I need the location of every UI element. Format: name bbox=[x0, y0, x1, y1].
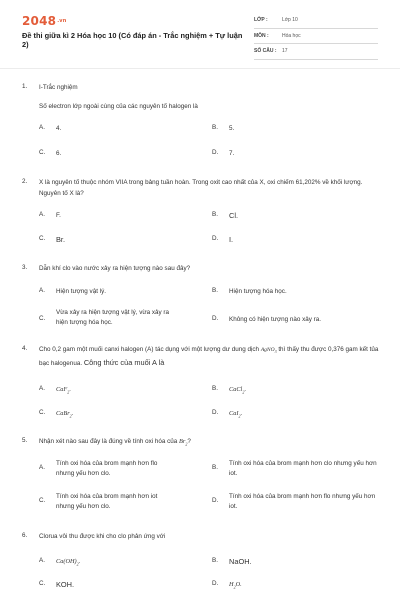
question-text: Clorua vôi thu được khi cho clo phản ứng với bbox=[39, 533, 166, 540]
meta-subject bbox=[254, 30, 378, 45]
question-section: I-Trắc nghiệm bbox=[39, 84, 78, 91]
question-5: 5. Nhận xét nào sau đây là đúng về tính oxi hóa của $Br_2$? A. Tính oxi hóa của brom mạnh hơn flo nhưng yếu hơn clo. B. Tính oxi hóa của brom mạnh hơn clo nhưng yếu hơn iot. C. Tính oxi hóa của brom mạnh hơn iot nhưng yếu hơn clo. D. Tính oxi hóa của brom mạnh hơn flo nhưng yếu hơn iot. bbox=[22, 437, 382, 521]
question-number: 3. bbox=[22, 264, 28, 271]
meta-count bbox=[254, 45, 378, 60]
question-text: Nhận xét nào sau đây là đúng về tính oxi hóa của $Br_2$? bbox=[39, 438, 191, 447]
question-text: X là nguyên tố thuộc nhóm VIIA trong bảng tuần hoàn. Trong oxit cao nhất của X, oxi chiếm 61,202% về khối lượng. Nguyên tố X là? bbox=[39, 179, 363, 197]
question-3: 3. Dẫn khí clo vào nước xảy ra hiện tượng nào sau đây? A. Hiện tượng vật lý. B. Hiện tượng hóa học. C. Vừa xảy ra hiện tượng vật lý, vừa xảy ra hiện tượng hóa học. D. Không có hiện tượng nào xảy ra. bbox=[22, 264, 382, 334]
question-text: Số electron lớp ngoài cùng của các nguyên tố halogen là bbox=[39, 103, 198, 110]
question-2: 2. X là nguyên tố thuộc nhóm VIIA trong bảng tuần hoàn. Trong oxit cao nhất của X, oxi chiếm 61,202% về khối lượng. Nguyên tố X là? A. F. B. Cl. C. Br. D. I. bbox=[22, 178, 382, 254]
question-number: 4. bbox=[22, 345, 28, 352]
question-number: 6. bbox=[22, 532, 28, 539]
question-4: 4. Cho 0,2 gam một muối canxi halogen (A) tác dụng với một lượng dư dung dịch AgNO$_3$ thì thấy thu được 0,376 gam kết tủa bạc halogenua. Công thức của muối A là A. CaF$_2$. B. CaCl$_2$. C. CaBr$_2$. D. CaI$_2$. bbox=[22, 345, 379, 419]
question-number: 1. bbox=[22, 83, 28, 90]
meta-value: Lớp 10 bbox=[282, 17, 298, 23]
page-header bbox=[0, 0, 400, 66]
question-number: 5. bbox=[22, 437, 28, 444]
formula-br2: $Br_2$ bbox=[179, 438, 188, 447]
site-logo[interactable]: $2048^{.vn}$ bbox=[22, 14, 67, 28]
exam-title: Đề thi giữa kì 2 Hóa học 10 (Có đáp án - Trắc nghiệm + Tự luận 2) bbox=[22, 31, 243, 50]
meta-label: SỐ CÂU : bbox=[254, 48, 277, 54]
meta-value: 17 bbox=[282, 48, 288, 54]
meta-label: LỚP : bbox=[254, 17, 268, 23]
question-1: 1. I-Trắc nghiệm Số electron lớp ngoài cùng của các nguyên tố halogen là A. 4. B. 5. C. 6. D. 7. bbox=[22, 83, 382, 163]
question-6: 6. Clorua vôi thu được khi cho clo phản ứng với A. $Ca(OH)_2$. B. NaOH. C. KOH. D. $H_2O$. bbox=[22, 532, 382, 596]
question-number: 2. bbox=[22, 178, 28, 185]
header-divider bbox=[0, 68, 400, 69]
meta-label: MÔN : bbox=[254, 32, 269, 39]
exam-meta bbox=[254, 14, 378, 61]
meta-class bbox=[254, 14, 378, 29]
formula-agno3: AgNO$_3$ bbox=[260, 347, 277, 355]
question-text: Cho 0,2 gam một muối canxi halogen (A) tác dụng với một lượng dư dung dịch AgNO$_3$ thì thấy thu được 0,376 gam kết tủa bạc halogenua. Công thức của muối A là bbox=[39, 346, 379, 367]
meta-value: Hóa học bbox=[282, 32, 301, 39]
question-text: Dẫn khí clo vào nước xảy ra hiện tượng nào sau đây? bbox=[39, 265, 191, 272]
